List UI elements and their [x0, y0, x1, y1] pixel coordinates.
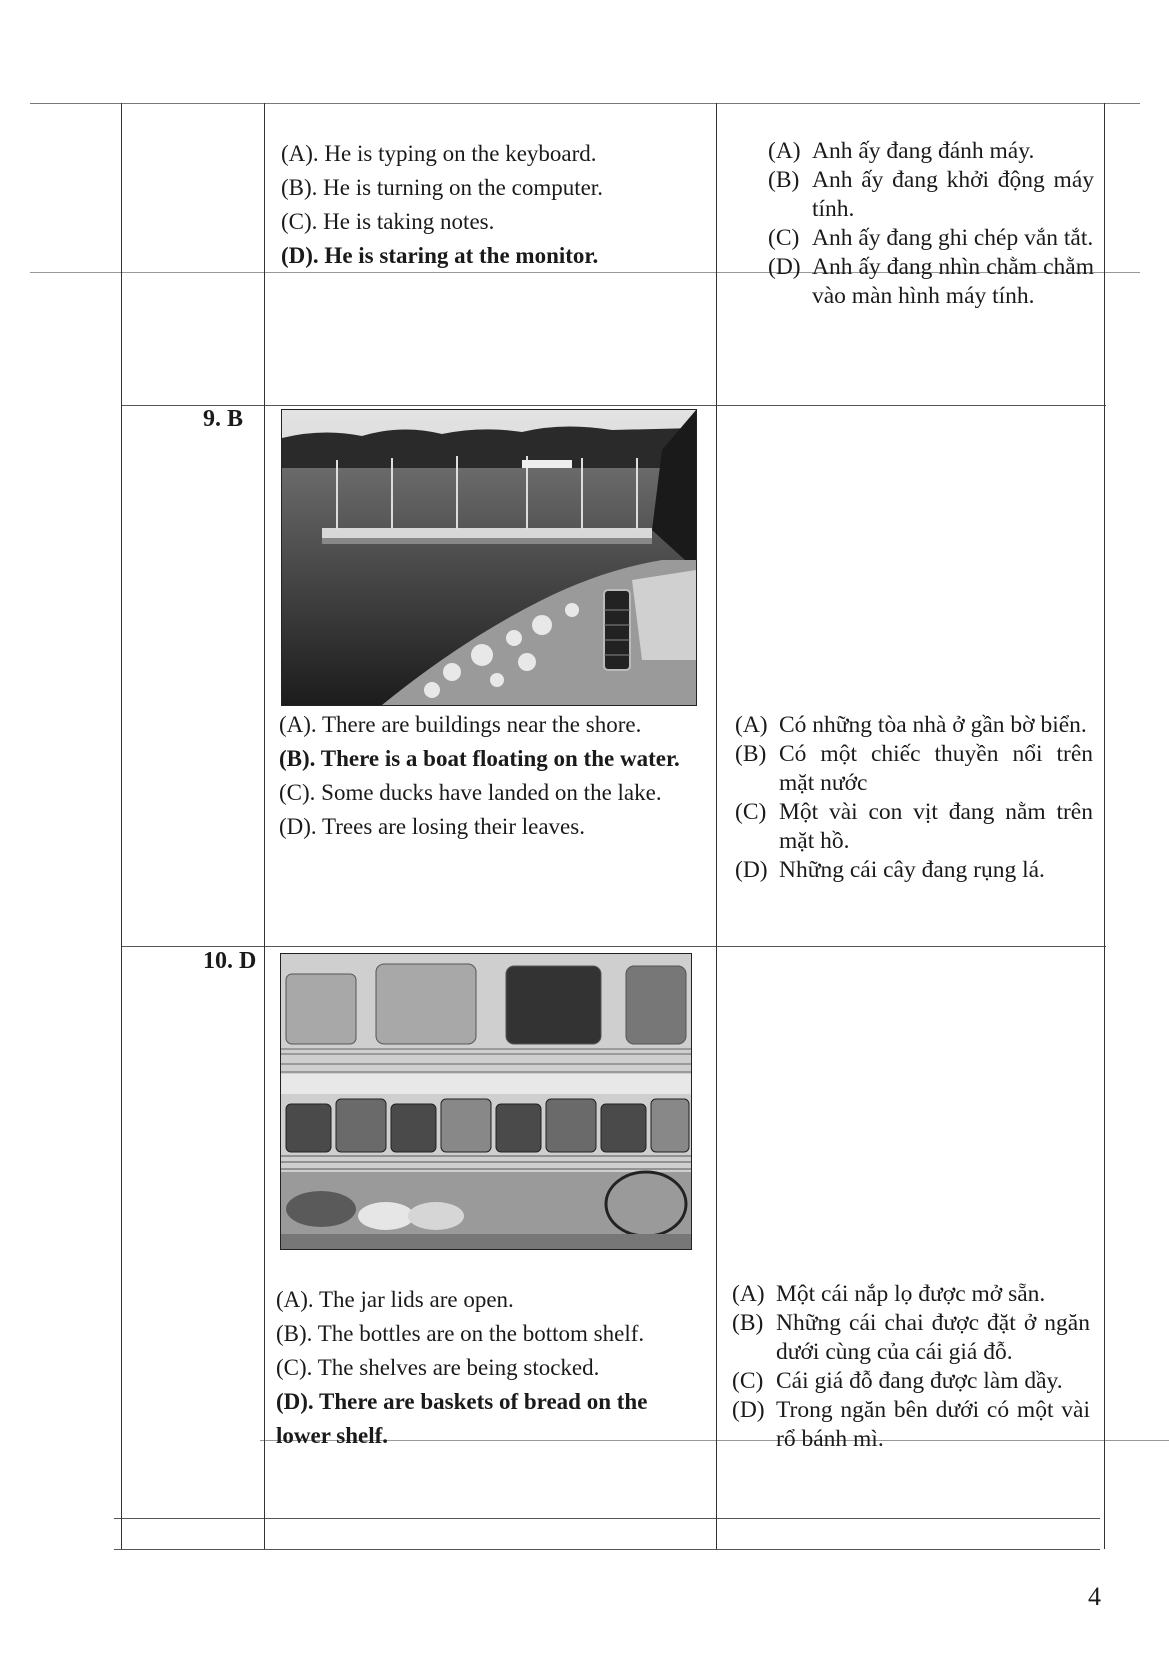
- row-divider: [121, 946, 1106, 947]
- english-option-c: (C). Some ducks have landed on the lake.: [279, 780, 662, 805]
- column-border-english: [716, 103, 717, 1549]
- english-option-c: (C). He is taking notes.: [281, 209, 495, 234]
- english-option-a: (A). The jar lids are open.: [276, 1287, 514, 1312]
- english-option-b: (B). The bottles are on the bottom shelf.: [276, 1321, 645, 1346]
- column-border-left: [121, 103, 122, 1549]
- vietnamese-option-d: (D) Anh ấy đang nhìn chằm chằm vào màn hình máy tính.: [768, 254, 1094, 309]
- vietnamese-option-b: (B) Có một chiếc thuyền nổi trên mặt nước: [735, 741, 1093, 796]
- english-option-d: (D). Trees are losing their leaves.: [279, 814, 585, 839]
- vietnamese-option-b: (B) Anh ấy đang khởi động máy tính.: [768, 167, 1094, 222]
- vietnamese-option-d: (D) Trong ngăn bên dưới có một vài rổ bánh mì.: [732, 1397, 1090, 1452]
- english-option-c: (C). The shelves are being stocked.: [276, 1355, 600, 1380]
- row-divider: [121, 405, 1106, 406]
- english-options-row1: [281, 137, 701, 273]
- english-options-q9: [279, 708, 704, 844]
- question-number: 10. D: [203, 948, 257, 974]
- column-border-right: [1104, 103, 1105, 1549]
- table-top-border: [30, 103, 1140, 104]
- vietnamese-option-a: (A) Anh ấy đang đánh máy.: [768, 138, 1035, 164]
- english-option-d-correct: (D). He is staring at the monitor.: [281, 243, 599, 268]
- vietnamese-options-row1: [768, 137, 1094, 311]
- row-divider: [114, 1518, 1100, 1519]
- pantry-shelves-photo: [280, 953, 692, 1250]
- vietnamese-option-a: (A) Một cái nắp lọ được mở sẵn.: [732, 1281, 1046, 1307]
- vietnamese-option-c: (C) Một vài con vịt đang nằm trên mặt hồ.: [735, 799, 1093, 854]
- vietnamese-option-b: (B) Những cái chai được đặt ở ngăn dưới cùng của cái giá đỗ.: [732, 1310, 1090, 1365]
- vietnamese-options-q9: [735, 711, 1093, 885]
- english-option-a: (A). He is typing on the keyboard.: [281, 141, 597, 166]
- vietnamese-option-a: (A) Có những tòa nhà ở gần bờ biển.: [735, 712, 1087, 738]
- question-number: 9. B: [203, 406, 244, 432]
- english-option-b: (B). He is turning on the computer.: [281, 175, 603, 200]
- english-option-a: (A). There are buildings near the shore.: [279, 712, 642, 737]
- english-options-q10: [276, 1283, 704, 1453]
- english-option-d-correct: (D). There are baskets of bread on the lower shelf.: [276, 1389, 648, 1448]
- vietnamese-options-q10: [732, 1280, 1090, 1454]
- page-number: 4: [1088, 1582, 1101, 1611]
- column-border-number: [264, 103, 265, 1549]
- vietnamese-option-d: (D) Những cái cây đang rụng lá.: [735, 857, 1045, 883]
- vietnamese-option-c: (C) Cái giá đỗ đang được làm dầy.: [732, 1368, 1063, 1394]
- lake-dock-photo: [281, 409, 697, 706]
- table-bottom-border: [114, 1549, 1100, 1550]
- vietnamese-option-c: (C) Anh ấy đang ghi chép vắn tắt.: [768, 225, 1094, 251]
- english-option-b-correct: (B). There is a boat floating on the water.: [279, 746, 680, 771]
